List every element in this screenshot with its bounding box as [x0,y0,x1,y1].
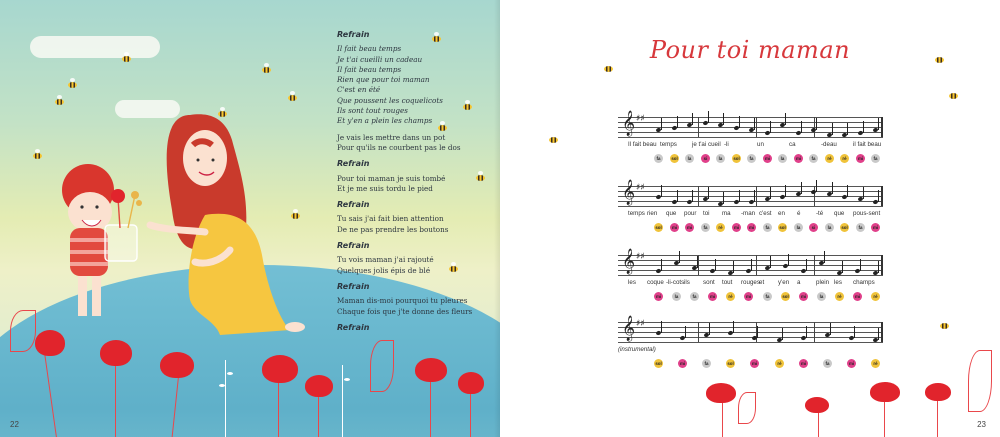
staff-line [618,275,883,276]
note-stem [733,321,734,333]
note-stem [770,187,771,199]
lyric-syllable: pous-sent [853,210,881,217]
bee-icon [935,57,944,63]
lyric-syllable: champs [853,279,875,286]
note-stem [782,328,783,340]
key-signature-icon: ♯♯ [636,252,645,262]
lyric-syllable: que [834,210,845,217]
note-name-dot: ré [871,359,880,368]
poppy-stem [470,390,471,437]
lyric-syllable: tout [722,279,733,286]
note-name-dot: ré [775,359,784,368]
lyric-syllable: temps [628,210,645,217]
note-name-dot: ré [840,154,849,163]
refrain-heading: Refrain [337,281,370,291]
note-stem [697,256,698,268]
poppy-flower [100,340,132,366]
note-name-dot: ré [871,292,880,301]
note-name-dot: fa [690,292,699,301]
bar-line [698,117,699,137]
poppy-leaf-outline [738,392,756,424]
note-name-dot: la [794,223,803,232]
lyric-line: Je vais les mettre dans un pot [337,132,446,142]
lyric-line: Et je me suis tordu le pied [337,183,433,193]
staff-line [618,117,883,118]
note-stem [692,190,693,202]
lyric-syllable: les [834,279,842,286]
bar-line [698,186,699,206]
note-name-dot: mi [733,225,740,230]
note-stem [847,185,848,197]
note-stem [770,256,771,268]
page-number-left: 22 [10,420,19,429]
bar-line [698,255,699,275]
lyric-line: Rien que pour toi maman [337,75,430,85]
note-name-dot: sol [779,225,786,230]
bee-icon [288,95,297,101]
lyric-line: C'est en été [337,85,381,95]
lyric-syllable: sont [703,279,715,286]
poppy-flower [262,355,298,383]
bee-icon [33,153,42,159]
lyric-syllable: temps [660,141,677,148]
bee-icon [549,137,558,143]
white-sprig [342,365,343,437]
staff-line [618,122,883,123]
note-name-dot: ré [835,292,844,301]
note-stem [723,192,724,204]
lyric-line: Tu sais j'ai fait bien attention [337,214,444,224]
lyric-line: Il fait beau temps [337,64,402,74]
lyric-syllable-row [618,346,883,358]
lyric-syllable: rien [647,210,658,217]
bee-icon [604,66,613,72]
note-stem [661,259,662,271]
lyric-line: Pour qu'ils ne courbent pas le dos [337,142,461,152]
note-stem [677,190,678,202]
poppy-stem [318,390,319,437]
note-name-dot-row [618,292,883,302]
lyric-line: De ne pas prendre les boutons [337,224,449,234]
final-bar-line [881,186,883,206]
note-name-dot: sol [782,294,789,299]
note-stem [816,118,817,130]
note-stem [679,251,680,263]
lyric-syllable: ca [789,141,796,148]
music-staff [618,111,883,137]
note-name-dot: sol [655,361,662,366]
lyric-syllable: y'en [778,279,790,286]
note-stem [806,326,807,338]
note-stem [801,182,802,194]
note-name-dot: fa [747,154,756,163]
treble-clef-icon: 𝄞 [622,249,636,274]
poppy-stem [430,375,431,437]
right-page [500,0,1000,437]
staff-line [618,342,883,343]
lyric-syllable: ils [684,279,690,286]
note-name-dot: mi [800,294,807,299]
staff-line [618,327,883,328]
note-stem [863,187,864,199]
poppy-flower [458,372,484,394]
note-name-dot: fa [763,292,772,301]
lyric-line: Ils sont tout rouges [337,106,408,116]
key-signature-icon: ♯♯ [636,319,645,329]
note-stem [733,261,734,273]
music-staff [618,316,883,342]
note-name-dot: la [672,292,681,301]
lyric-syllable: pour [684,210,697,217]
music-staff [618,180,883,206]
lyric-syllable-row [618,210,883,222]
note-stem [661,185,662,197]
lyric-syllable-row [618,141,883,153]
note-stem [878,118,879,130]
lyric-syllable: en [778,210,785,217]
note-stem [832,182,833,194]
lyric-syllable: rouges [741,279,760,286]
lyric-syllable: il fait beau [853,141,882,148]
note-name-dot: mi [686,225,693,230]
note-name-dot: mi [795,156,802,161]
note-stem [715,259,716,271]
white-sprig [225,360,226,437]
note-name-dot-row [618,154,883,164]
note-stem [830,323,831,335]
note-name-dot: la [817,292,826,301]
note-stem [842,261,843,273]
lyric-syllable: -li-cots [666,279,685,286]
note-name-dot: ré [716,223,725,232]
note-name-dot: mi [800,361,807,366]
staff-line [618,337,883,338]
bee-icon [291,213,300,219]
note-name-dot: mi [679,361,686,366]
poppy-flower [305,375,333,397]
note-stem [854,326,855,338]
lyric-line: Quelques jolis épis de blé [337,265,431,275]
refrain-heading: Refrain [337,322,370,332]
lyric-syllable: les [628,279,636,286]
treble-clef-icon: 𝄞 [622,316,636,341]
lyric-syllable-row [618,279,883,291]
lyric-syllable: é [797,210,801,217]
poppy-leaf-outline [968,350,992,412]
refrain-heading: Refrain [337,159,370,169]
song-lyrics [337,24,497,337]
staff-line [618,186,883,187]
note-stem [878,328,879,340]
poppy-flower [415,358,447,382]
bar-line [814,322,815,342]
lyric-syllable: -man [741,210,756,217]
lyric-line: Chaque fois que j'te donne des fleurs [337,306,473,316]
note-name-dot: fa [823,359,832,368]
white-leaf [344,378,350,381]
final-bar-line [881,322,883,342]
white-leaf [219,384,225,387]
bar-line [756,117,757,137]
staff-line [618,255,883,256]
lyric-syllable: je t'ai cueil [692,141,721,148]
note-name-dot: fa [654,154,663,163]
lyric-line: Maman dis-moi pourquoi tu pleures [337,296,468,306]
note-name-dot: sol [733,156,740,161]
lyric-line: Que poussent les coquelicots [337,95,443,105]
note-name-dot: mi [709,294,716,299]
note-stem [878,261,879,273]
bar-line [814,255,815,275]
bar-line [756,186,757,206]
key-signature-icon: ♯♯ [636,183,645,193]
bee-icon [122,56,131,62]
note-name-dot: mi [655,294,662,299]
note-name-dot: mi [751,361,758,366]
note-name-dot: sol [727,361,734,366]
note-stem [709,323,710,335]
note-stem [801,121,802,133]
white-leaf [227,372,233,375]
lyric-line: Je t'ai cueilli un cadeau [337,54,423,64]
note-name-dot: mi [872,225,879,230]
note-name-dot: fa [702,359,711,368]
poppy-stem [937,395,938,437]
lyric-line: Pour toi maman je suis tombé [337,173,446,183]
note-name-dot: mi [764,156,771,161]
flower-jar [105,225,137,261]
note-name-dot: mi [748,225,755,230]
page-number-right: 23 [977,420,986,429]
bee-icon [68,82,77,88]
note-stem [708,187,709,199]
note-name-dot: la [685,154,694,163]
note-name-dot: fa [701,223,710,232]
note-name-dot: fa [856,223,865,232]
lyric-line: Et y'en a plein les champs [337,116,433,126]
note-name-dot: la [716,154,725,163]
note-stem [661,321,662,333]
lyric-syllable: plein [816,279,830,286]
note-stem [685,326,686,338]
note-stem [661,118,662,130]
poppy-flower [35,330,65,356]
note-name-dot: mi [671,225,678,230]
bee-icon [55,99,64,105]
poppy-flower [160,352,194,378]
bar-line [756,255,757,275]
refrain-heading: Refrain [337,241,370,251]
note-name-dot-row [618,359,883,369]
poppy-flower [925,383,951,401]
poppy-flower [805,397,829,413]
lyric-line: Il fait beau temps [337,44,402,54]
note-stem [847,123,848,135]
poppy-stem [278,375,279,437]
lyric-syllable: ma [722,210,731,217]
refrain-heading: Refrain [337,200,370,210]
poppy-leaf-outline [10,310,36,352]
note-name-dot: sol [671,156,678,161]
note-name-dot: la [778,154,787,163]
lyric-line: Tu vois maman j'ai rajouté [337,255,434,265]
key-signature-icon: ♯♯ [636,114,645,124]
note-stem [816,180,817,192]
note-name-dot: sol [655,225,662,230]
music-staff [618,249,883,275]
note-stem [692,113,693,125]
staff-line [618,206,883,207]
note-name-dot: fa [809,154,818,163]
note-name-dot-row [618,223,883,233]
note-stem [770,121,771,133]
bee-icon [940,323,949,329]
note-stem [785,185,786,197]
song-title: Pour toi maman [649,36,851,64]
note-name-dot: mi [854,294,861,299]
note-stem [723,113,724,125]
note-stem [757,326,758,338]
note-stem [677,116,678,128]
poppy-stem [115,355,116,437]
refrain-heading: Refrain [337,30,370,39]
lyric-syllable: toi [703,210,710,217]
note-stem [832,123,833,135]
note-name-dot: si [809,223,818,232]
note-name-dot: sol [841,225,848,230]
note-stem [739,116,740,128]
note-stem [878,190,879,202]
lyric-syllable: -té [816,210,824,217]
staff-line [618,191,883,192]
girl-face [183,130,227,186]
lyric-syllable: c'est [759,210,772,217]
staff-line [618,322,883,323]
final-bar-line [881,117,883,137]
lyric-syllable: -deau [821,141,837,148]
note-name-dot: mi [745,294,752,299]
note-stem [788,254,789,266]
note-stem [824,251,825,263]
final-bar-line [881,255,883,275]
lyric-syllable: -li [724,141,729,148]
treble-clef-icon: 𝄞 [622,180,636,205]
note-name-dot: mi [848,361,855,366]
lyric-syllable: coque [647,279,664,286]
poppy-flower [870,382,900,402]
note-name-dot: fa [871,154,880,163]
note-name-dot: fa [763,223,772,232]
note-stem [863,121,864,133]
note-name-dot: mi [857,156,864,161]
lyric-syllable: que [666,210,677,217]
lyric-syllable: a [797,279,801,286]
note-name-dot: la [825,223,834,232]
note-stem [708,111,709,123]
bee-icon [218,111,227,117]
lyric-syllable: (instrumental) [618,346,656,353]
note-stem [860,259,861,271]
poppy-leaf-outline [370,340,394,392]
bar-line [698,322,699,342]
note-stem [739,190,740,202]
note-name-dot: ré [726,292,735,301]
treble-clef-icon: 𝄞 [622,111,636,136]
note-stem [751,259,752,271]
lyric-syllable: Il fait beau [628,141,657,148]
note-stem [754,190,755,202]
note-stem [806,259,807,271]
lyric-syllable: un [757,141,764,148]
bee-icon [262,67,271,73]
note-name-dot: ré [825,154,834,163]
lyric-syllable: et [759,279,765,286]
bee-icon [949,93,958,99]
note-name-dot: si [701,154,710,163]
note-stem [754,118,755,130]
poppy-flower [706,383,736,403]
note-stem [785,113,786,125]
